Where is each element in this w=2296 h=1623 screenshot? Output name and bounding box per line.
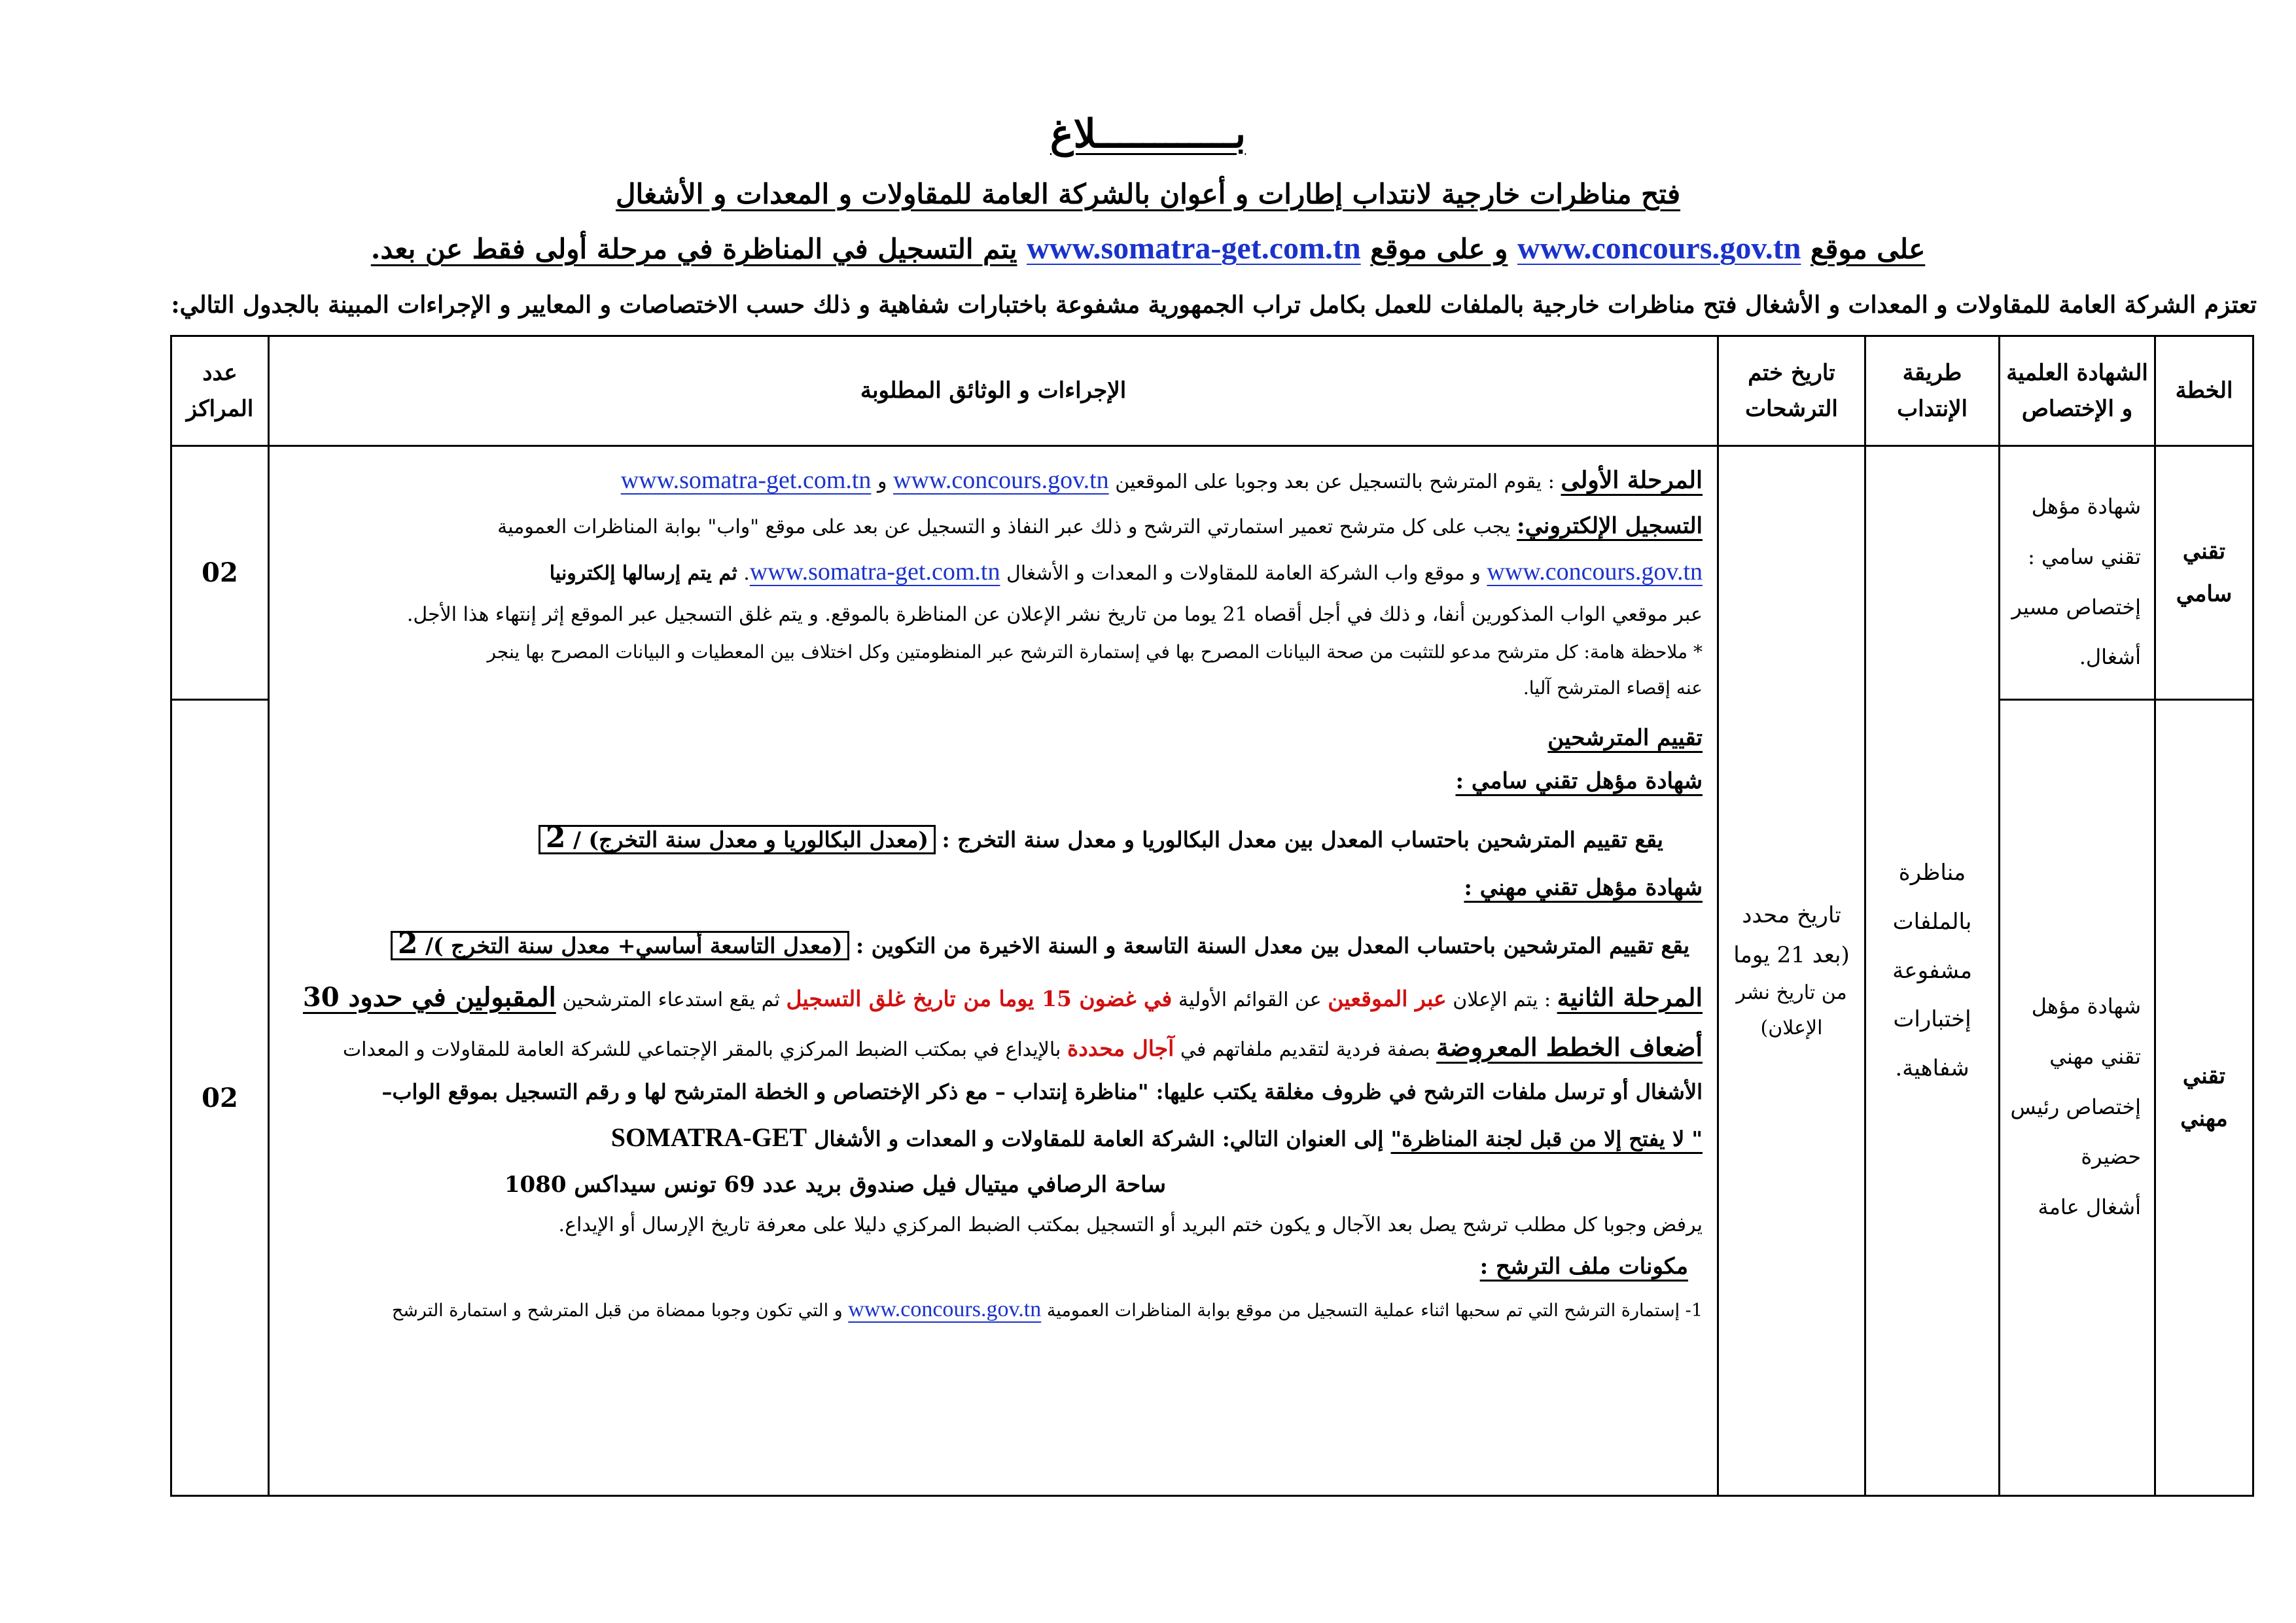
component-item-1-end: و التي تكون وجوبا ممضاة من قبل المترشح و استمارة الترشح	[391, 1300, 843, 1321]
cert-line: تقني سامي :	[2028, 544, 2141, 569]
concours-link[interactable]: www.concours.gov.tn	[1487, 558, 1703, 586]
table-row	[171, 446, 2253, 700]
registration-line	[0, 230, 2296, 266]
header-certificate: الشهادة العلمية و الإختصاص	[2000, 336, 2155, 446]
concours-link[interactable]: www.concours.gov.tn	[1517, 231, 1801, 266]
deadline-line: (بعد 21 يوما	[1733, 942, 1850, 968]
deadline-line: تاريخ محدد	[1742, 901, 1841, 928]
important-note-end: عنه إقصاء المترشح آليا.	[1523, 676, 1703, 699]
method-line: إختبارات	[1893, 1006, 1971, 1033]
e-registration-label: التسجيل الإلكتروني:	[1517, 513, 1703, 540]
postal-address: ساحة الرصافي ميتيال فيل صندوق بريد عدد 69 تونس سيداكس 1080	[504, 1172, 1166, 1198]
important-note: * ملاحظة هامة: كل مترشح مدعو للتثبت من صحة البيانات المصرح بها في إستمارة الترشح عبر المنظومتين وكل اختلاف بين المعطيات و البيانات المصرح بها ينجر	[487, 640, 1703, 663]
concours-link[interactable]: www.concours.gov.tn	[893, 466, 1109, 494]
stage2-red3: آجال محددة	[1067, 1035, 1174, 1061]
header-method: طريقة الإنتداب	[1865, 336, 2000, 446]
method-line: شفاهية.	[1895, 1055, 1969, 1082]
professional-formula	[391, 926, 850, 960]
stage2-red2: في غضون 15 يوما من تاريخ غلق التسجيل	[786, 985, 1173, 1011]
formula-divisor: 2	[545, 820, 566, 854]
deadline-line: الإعلان)	[1760, 1017, 1823, 1040]
notice-subtitle: فتح مناظرات خارجية لانتداب إطارات و أعوان بالشركة العامة للمقاولات و المعدات و الأشغال	[615, 178, 1681, 210]
e-registration-sent: ثم يتم إرسالها إلكترونيا	[549, 562, 737, 585]
header-procedures: الإجراءات و الوثائق المطلوبة	[269, 336, 1718, 446]
components-label: مكونات ملف الترشح :	[1479, 1253, 1688, 1280]
reg-suffix: يتم التسجيل في المناظرة في مرحلة أولى فقط عن بعد.	[370, 233, 1017, 265]
notice-title: بــــــــــــلاغ	[1050, 111, 1246, 157]
cert-line: أشغال عامة	[2038, 1195, 2141, 1220]
stage2-text: : يتم الإعلان	[1453, 988, 1551, 1011]
professional-eval-text: يقع تقييم المترشحين باحتساب المعدل بين معدل السنة التاسعة و السنة الاخيرة من التكوين :	[855, 932, 1689, 958]
centers-count-1: 02	[171, 446, 269, 700]
method-line: مناظرة	[1898, 860, 1966, 886]
formula-text: (معدل التاسعة أساسي+ معدل سنة التخرج )/	[425, 932, 843, 958]
company-name: SOMATRA-GET	[610, 1123, 807, 1153]
header-plan: الخطة	[2155, 336, 2253, 446]
plan-line: مهني	[2180, 1106, 2228, 1132]
cert-line: شهادة مؤهل	[2031, 493, 2141, 519]
stage2-accepted: المقبولين في حدود 30	[302, 981, 556, 1013]
formula-divisor: 2	[397, 926, 418, 960]
component-item-1: 1- إستمارة الترشح التي تم سحبها اثناء عملية التسجيل من موقع بوابة المناظرات العمومية	[1046, 1300, 1703, 1321]
reg-mid: و على موقع	[1370, 233, 1508, 265]
table-header-row	[171, 336, 2253, 446]
stage2-text8: إلى العنوان التالي: الشركة العامة للمقاولات و المعدات و الأشغال	[814, 1126, 1384, 1152]
stage2-text3: ثم يقع استدعاء المترشحين	[562, 988, 780, 1011]
deadline-line: من تاريخ نشر	[1736, 981, 1847, 1005]
evaluation-label: تقييم المترشحين	[1547, 725, 1703, 752]
stage2-red1: عبر الموقعين	[1328, 985, 1447, 1011]
plan-professional	[2155, 700, 2253, 1496]
header-deadline: تاريخ ختم الترشحات	[1718, 336, 1865, 446]
cert-line: شهادة مؤهل تقني مهني	[2031, 994, 2141, 1069]
stage2-text7: " لا يفتح إلا من قبل لجنة المناظرة"	[1390, 1126, 1703, 1152]
plan-senior: تقني سامي	[2155, 446, 2253, 700]
rejection-note: يرفض وجوبا كل مطلب ترشح يصل بعد الآجال و يكون ختم البريد أو التسجيل بمكتب الضبط المركزي دليلا على معرفة تاريخ الإرسال أو الإيداع.	[558, 1213, 1703, 1237]
method-line: بالملفات	[1892, 908, 1972, 935]
reg-prefix: على موقع	[1810, 233, 1926, 265]
professional-cert-label: شهادة مؤهل تقني مهني :	[1464, 874, 1703, 901]
senior-cert-label: شهادة مؤهل تقني سامي :	[1455, 768, 1703, 795]
procedures-cell: المرحلة الأولى : يقوم المترشح بالتسجيل عن بعد وجوبا على الموقعين www.concours.gov.tn و www.somatra-get.com.tn التسجيل الإلكتروني: يجب على كل مترشح تعمير استمارتي الترشح و ذلك عبر النفاذ و التسجيل عن بعد على موقع "واب" بوابة المناظرات العمومية www.concours.gov.tn و موقع واب الشركة العامة للمقاولات و المعدات و الأشغال www.somatra-get.com.tn. ثم يتم إرسالها إلكترونيا عبر موقعي الواب المذكورين أنفا، و ذلك في أجل أقصاه 21 يوما من تاريخ نشر الإعلان عن المناظرة بالموقع. و يتم غلق التسجيل عبر الموقع إثر إنتهاء هذا الأجل. * ملاحظة هامة: كل مترشح مدعو للتثبت من صحة البيانات المصرح بها في إستمارة الترشح عبر المنظومتين وكل اختلاف بين المعطيات و البيانات المصرح بها ينجر عنه إقصاء المترشح آليا. تقييم المترشحين شهادة مؤهل تقني سامي : يقع تقييم المترشحين باحتساب المعدل بين معدل البكالوريا و معدل سنة التخرج : (معدل البكالوريا و معدل سنة التخرج) / 2 شهادة مؤهل تقني مهني : يقع تقييم المترشحين باحتساب المعدل بين معدل السنة التاسعة و السنة الاخيرة من التكوين : (معدل التاسعة أساسي+ معدل سنة التخرج )/ 2 المرحلة الثانية : يتم الإعلان عبر الموقعين عن القوائم الأولية في غضون 15 يوما من تاريخ غلق التسجيل ثم يقع استدعاء المترشحين المقبولين في حدود 30 أضعاف الخطط المعروضة بصفة فردية لتقديم ملفاتهم في آجال محددة بالإيداع في بمكتب الضبط المركزي بالمقر الإجتماعي للشركة العامة للمقاولات و المعدات الأشغال أو ترسل ملفات الترشح في ظروف مغلقة يكتب عليها: "مناظرة إنتداب – مع ذكر الإختصاص و الخطة المترشح لها و رقم التسجيل بموقع الواب– " لا يفتح إلا من قبل لجنة المناظرة" إلى العنوان التالي: الشركة العامة للمقاولات و المعدات و الأشغال SOMATRA-GET ساحة الرصافي ميتيال فيل صندوق بريد عدد 69 تونس سيداكس 1080 يرفض وجوبا كل مطلب ترشح يصل بعد الآجال و يكون ختم البريد أو التسجيل بمكتب الضبط المركزي دليلا على معرفة تاريخ الإرسال أو الإيداع. مكونات ملف الترشح : 1- إستمارة الترشح التي تم سحبها اثناء عملية التسجيل من موقع بوابة المناظرات العمومية www.concours.gov.tn و التي تكون وجوبا ممضاة من قبل المترشح و استمارة الترشح	[269, 446, 1718, 1496]
certificate-senior	[2000, 446, 2155, 700]
somatra-link[interactable]: www.somatra-get.com.tn	[620, 466, 872, 494]
senior-eval-text: يقع تقييم المترشحين باحتساب المعدل بين معدل البكالوريا و معدل سنة التخرج :	[942, 826, 1663, 852]
and-word: و	[877, 470, 887, 493]
concours-link[interactable]: www.concours.gov.tn	[848, 1297, 1042, 1322]
stage1-text: : يقوم المترشح بالتسجيل عن بعد وجوبا على الموقعين	[1115, 470, 1555, 493]
certificate-professional	[2000, 700, 2155, 1496]
somatra-link[interactable]: www.somatra-get.com.tn	[749, 558, 1000, 586]
stage2-text4: بصفة فردية لتقديم ملفاتهم في	[1180, 1038, 1430, 1061]
deadline-cell	[1718, 446, 1865, 1496]
cert-line: إختصاص رئيس حضيرة	[2010, 1094, 2141, 1170]
method-line: مشفوعة	[1892, 957, 1972, 984]
header-centers: عدد المراكز	[171, 336, 269, 446]
cert-line: إختصاص مسير أشغال.	[2011, 594, 2141, 670]
positions-table	[170, 335, 2254, 1497]
stage2-label: المرحلة الثانية	[1557, 982, 1703, 1012]
somatra-link[interactable]: www.somatra-get.com.tn	[1027, 231, 1361, 266]
stage1-label: المرحلة الأولى	[1561, 466, 1703, 494]
stage2-text6: الأشغال أو ترسل ملفات الترشح في ظروف مغلقة يكتب عليها: "مناظرة إنتداب – مع ذكر الإختصاص و الخطة المترشح لها و رقم التسجيل بموقع الواب–	[381, 1079, 1703, 1104]
e-registration-text: يجب على كل مترشح تعمير استمارتي الترشح و ذلك عبر النفاذ و التسجيل عن بعد على موقع "واب" بوابة المناظرات العمومية	[497, 515, 1511, 539]
intro-paragraph: تعتزم الشركة العامة للمقاولات و المعدات و الأشغال فتح مناظرات خارجية بالملفات للعمل بكامل تراب الجمهورية مشفوعة باختبارات شفاهية و ذلك حسب الاختصاصات و المعايير و الإجراءات المبينة بالجدول التالي:	[171, 291, 2257, 319]
stage2-text2: عن القوائم الأولية	[1178, 988, 1322, 1011]
e-registration-text3: عبر موقعي الواب المذكورين أنفا، و ذلك في أجل أقصاه 21 يوما من تاريخ نشر الإعلان عن المناظرة بالموقع. و يتم غلق التسجيل عبر الموقع إثر إنتهاء هذا الأجل.	[406, 603, 1703, 627]
stage2-multiples: أضعاف الخطط المعروضة	[1436, 1032, 1703, 1062]
plan-line: تقني	[2182, 1063, 2226, 1090]
e-registration-text2: و موقع واب الشركة العامة للمقاولات و المعدات و الأشغال	[1006, 562, 1481, 585]
senior-formula	[539, 820, 936, 854]
stage2-text5: بالإيداع في بمكتب الضبط المركزي بالمقر الإجتماعي للشركة العامة للمقاولات و المعدات	[342, 1038, 1061, 1061]
formula-text: (معدل البكالوريا و معدل سنة التخرج) /	[573, 826, 928, 852]
recruitment-method	[1865, 446, 2000, 1496]
centers-count-2: 02	[171, 700, 269, 1496]
